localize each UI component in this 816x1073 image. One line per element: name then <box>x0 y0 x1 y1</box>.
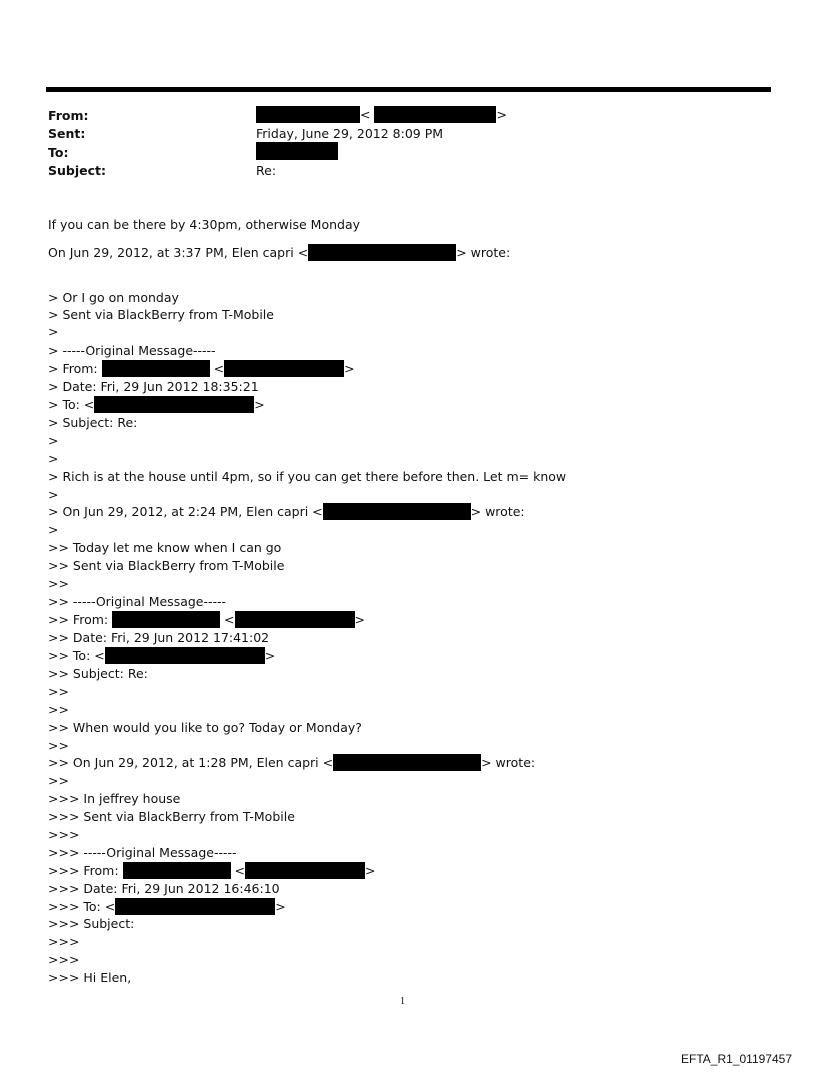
header-rule <box>46 87 771 92</box>
redaction-block <box>105 647 265 664</box>
quoted-line: >>> Sent via BlackBerry from T-Mobile <box>48 809 295 824</box>
quoted-line: > <box>48 451 59 466</box>
quoted-line: >> <box>48 773 69 788</box>
quoted-line: > <box>48 487 59 502</box>
quoted-line: >>> Subject: <box>48 916 135 931</box>
redaction-block <box>333 754 481 771</box>
from-value: < > <box>256 106 507 123</box>
bates-number: EFTA_R1_01197457 <box>681 1052 792 1066</box>
quoted-line: >>> Date: Fri, 29 Jun 2012 16:46:10 <box>48 881 280 896</box>
redaction-block <box>235 611 355 628</box>
sent-value: Friday, June 29, 2012 8:09 PM <box>256 126 444 141</box>
quoted-line: > From: < > <box>48 361 355 376</box>
quoted-line: >>> <box>48 827 80 842</box>
quoted-line: >>> Hi Elen, <box>48 970 132 985</box>
page-number: 1 <box>400 996 405 1007</box>
quoted-line: > <box>48 522 59 537</box>
quoted-line: >> Today let me know when I can go <box>48 540 282 555</box>
quoted-line: > <box>48 324 59 339</box>
quoted-line: >> To: < > <box>48 648 276 663</box>
redaction-block <box>102 360 210 377</box>
quoted-line: >>> -----Original Message----- <box>48 845 237 860</box>
quoted-line: >> Date: Fri, 29 Jun 2012 17:41:02 <box>48 630 270 645</box>
redaction-block <box>115 898 275 915</box>
redaction-block <box>112 611 220 628</box>
to-label: To: <box>48 145 69 160</box>
redaction-block <box>256 142 338 160</box>
quoted-line: > Date: Fri, 29 Jun 2012 18:35:21 <box>48 379 259 394</box>
quoted-line: > Sent via BlackBerry from T-Mobile <box>48 307 274 322</box>
quoted-line: On Jun 29, 2012, at 3:37 PM, Elen capri < > wrote: <box>48 245 511 260</box>
quoted-line: > To: < > <box>48 397 265 412</box>
from-label: From: <box>48 108 89 123</box>
redaction-block <box>256 106 360 123</box>
redaction-block <box>123 862 231 879</box>
quoted-line: >>> <box>48 952 80 967</box>
to-value <box>256 142 338 160</box>
quoted-line: >> <box>48 576 69 591</box>
reply-text: If you can be there by 4:30pm, otherwise Monday <box>48 217 361 232</box>
quoted-line: >>> In jeffrey house <box>48 791 181 806</box>
quoted-line: >> <box>48 738 69 753</box>
redaction-block <box>245 862 365 879</box>
quoted-line: >>> From: < > <box>48 863 376 878</box>
quoted-line: > Subject: Re: <box>48 415 138 430</box>
quoted-line: >> <box>48 684 69 699</box>
subject-value: Re: <box>256 163 277 178</box>
redaction-block <box>323 503 471 520</box>
quoted-line: >> Sent via BlackBerry from T-Mobile <box>48 558 285 573</box>
subject-label: Subject: <box>48 163 106 178</box>
quoted-line: >>> To: < > <box>48 899 286 914</box>
quoted-line: >> <box>48 702 69 717</box>
quoted-line: >> From: < > <box>48 612 366 627</box>
redaction-block <box>224 360 344 377</box>
redaction-block <box>374 106 496 123</box>
quoted-line: >> When would you like to go? Today or Monday? <box>48 720 362 735</box>
quoted-line: > -----Original Message----- <box>48 343 216 358</box>
sent-label: Sent: <box>48 126 86 141</box>
quoted-line: > <box>48 433 59 448</box>
quoted-line: >> On Jun 29, 2012, at 1:28 PM, Elen capri < > wrote: <box>48 755 536 770</box>
redaction-block <box>308 244 456 261</box>
quoted-line: >> -----Original Message----- <box>48 594 227 609</box>
quoted-line: > Rich is at the house until 4pm, so if you can get there before then. Let m= know <box>48 469 567 484</box>
redaction-block <box>94 396 254 413</box>
quoted-line: > Or I go on monday <box>48 290 179 305</box>
quoted-line: >>> <box>48 934 80 949</box>
quoted-line: > On Jun 29, 2012, at 2:24 PM, Elen capri < > wrote: <box>48 504 525 519</box>
quoted-line: >> Subject: Re: <box>48 666 148 681</box>
